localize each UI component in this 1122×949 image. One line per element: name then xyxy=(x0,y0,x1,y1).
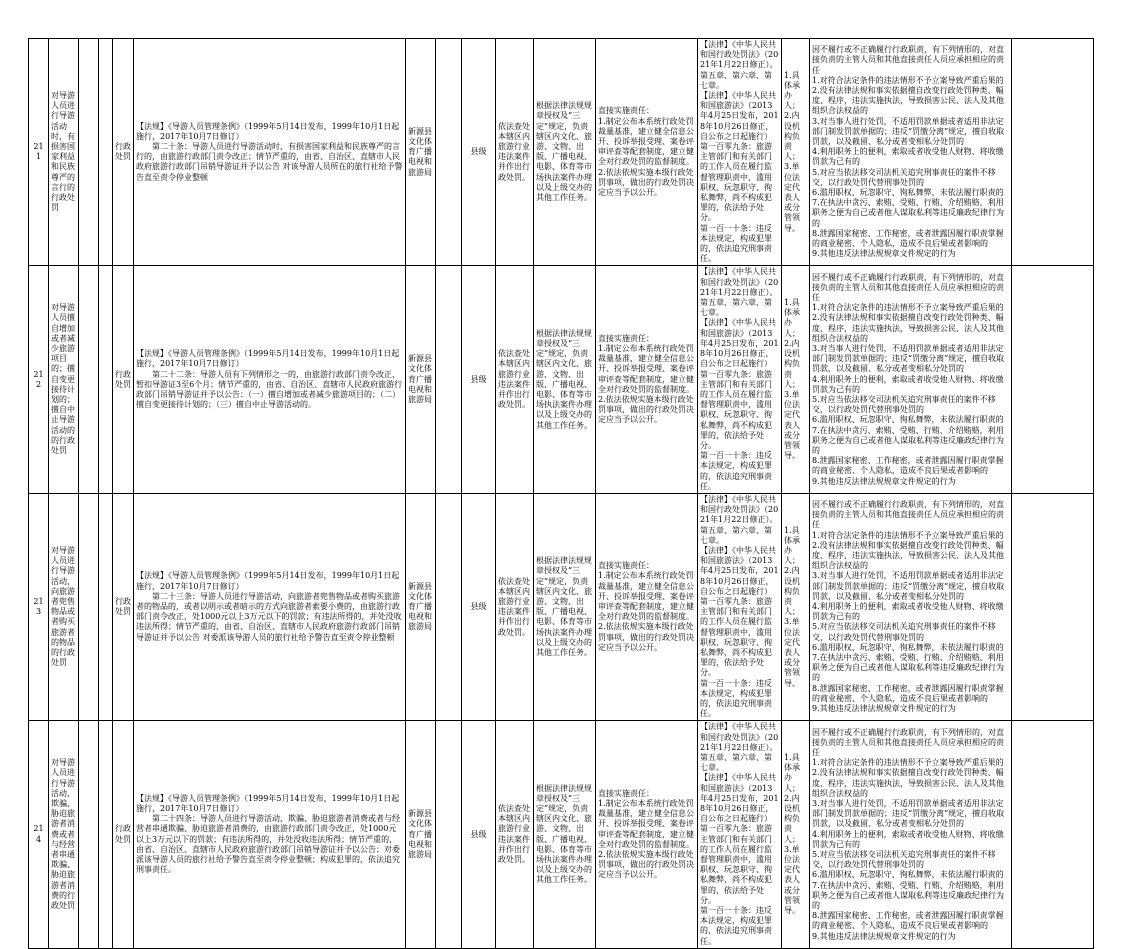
empty-cell xyxy=(99,721,113,948)
table-row xyxy=(29,39,1094,266)
legal-basis-cell xyxy=(134,266,406,493)
legal-basis-cell xyxy=(134,721,406,948)
content-cell: 依法查处本辖区内旅游行业违法案件并作出行政处罚。 xyxy=(496,493,534,720)
legal-basis-cell xyxy=(134,493,406,720)
empty-cell xyxy=(99,266,113,493)
empty-cell xyxy=(79,266,99,493)
standard-cell: 根据法律法规规章授权及“三定”规定，负责辖区内文化、旅游、文物、出版、广播电视、电影、体育等市场执法案件办理以及上级交办的其他工作任务。 xyxy=(534,39,596,266)
legal-basis-body: 第二十二条：导游人员有下列情形之一的，由旅游行政部门责令改正，暂扣导游证3至6个月；情节严重的，由省、自治区、直辖市人民政府旅游行政部门吊销导游证并予以公告：（一）擅自增加或者减少旅游项目的；（二）擅自变更接待计划的；（三）擅自中止导游活动的。 xyxy=(136,369,403,410)
accountability-law-cell: 【法律】《中华人民共和国行政处罚法》（2021年1月22日修正）。 第五章、第六章、第七章。 【法律】《中华人民共和国旅游法》（2013年4月25日发布，2018年10月26日修正，自公布之日起施行） 第一百零九条：旅游主管部门和有关部门的工作人员在履行监督管理职责中，滥用职权、玩忽职守、徇私舞弊，尚不构成犯罪的，依法给予处分。 第一百一十条：违反本法规定，构成犯罪的，依法追究刑事责任。 xyxy=(698,39,782,266)
responsible-subject-cell: 1.具体承办人；2.内设机构负责人；3.单位法定代表人或分管领导。 xyxy=(782,493,810,720)
empty-cell xyxy=(1012,493,1094,720)
responsible-subject-cell: 1.具体承办人；2.内设机构负责人；3.单位法定代表人或分管领导。 xyxy=(782,39,810,266)
empty-cell xyxy=(79,39,99,266)
level-cell: 县级 xyxy=(462,266,496,493)
item-name-cell: 对导游人员进行导游活动时，有损害国家利益和民族尊严的言行的行政处罚 xyxy=(49,39,79,266)
level-cell: 县级 xyxy=(462,39,496,266)
content-cell: 依法查处本辖区内旅游行业违法案件并作出行政处罚。 xyxy=(496,266,534,493)
item-name-cell: 对导游人员擅自增加或者减少旅游项目的；擅自变更接待计划的；擅自中止导游活动的的行政处罚 xyxy=(49,266,79,493)
legal-basis-cell xyxy=(134,39,406,266)
content-cell: 依法查处本辖区内旅游行业违法案件并作出行政处罚。 xyxy=(496,39,534,266)
department-cell: 新源县文化体育广播电视和旅游局 xyxy=(406,266,436,493)
level-cell: 县级 xyxy=(462,493,496,720)
row-number: 214 xyxy=(29,721,49,948)
accountability-law-cell: 【法律】《中华人民共和国行政处罚法》（2021年1月22日修正）。 第五章、第六章、第七章。 【法律】《中华人民共和国旅游法》（2013年4月25日发布，2018年10月26日修正，自公布之日起施行） 第一百零九条：旅游主管部门和有关部门的工作人员在履行监督管理职责中，滥用职权、玩忽职守、徇私舞弊，尚不构成犯罪的，依法给予处分。 第一百一十条：违反本法规定，构成犯罪的，依法追究刑事责任。 xyxy=(698,266,782,493)
empty-cell xyxy=(1012,721,1094,948)
accountability-cases-cell: 因不履行或不正确履行行政职责，有下列情形的，对直接负责的主管人员和其他直接责任人员应承担相应的责任 1.对符合法定条件的违法情形不予立案导致严重后果的 2.没有法律法规和事实依据擅自改变行政处罚种类、幅度、程序，违法实施执法，导致损害公民、法人及其他组织合法权益的 3.对当事人进行处罚，不适用罚款单据或者适用非法定部门制发罚款单据的；违反“罚缴分离”规定，擅自收取罚款，以及截留、私分或者变相私分处罚的 4.利用职务上的便利，索取或者收受他人财物、将收缴罚款为己有的 5.对应当依法移交司法机关追究刑事责任的案件不移交，以行政处罚代替刑事处罚的 6.滥用职权、玩忽职守、徇私舞弊，未依法履行职责的 7.在执法中贪污、索贿、受贿、行贿、介绍贿赂，利用职务之便为自己或者他人谋取私利等违反廉政纪律行为的 8.泄露国家秘密、工作秘密，或者泄露因履行职责掌握的商业秘密、个人隐私，造成不良后果或者影响的 9.其他违反法律法规规章文件规定的行为 xyxy=(810,493,1012,720)
table-row xyxy=(29,266,1094,493)
standard-cell: 根据法律法规规章授权及“三定”规定，负责辖区内文化、旅游、文物、出版、广播电视、电影、体育等市场执法案件办理以及上级交办的其他工作任务。 xyxy=(534,493,596,720)
legal-basis-body: 第二十三条：导游人员进行导游活动，向旅游者兜售物品或者购买旅游者的物品的，或者以明示或者暗示的方式向旅游者索要小费的，由旅游行政部门责令改正，处1000元以上3万元以下的罚款；有违法所得的，并处没收违法所得；情节严重的，由省、自治区、直辖市人民政府旅游行政部门吊销导游证并予以公告 对委派该导游人员的旅行社给予警告直至责令停业整顿 xyxy=(136,591,402,642)
accountability-cases-cell: 因不履行或不正确履行行政职责，有下列情形的，对直接负责的主管人员和其他直接责任人员应承担相应的责任 1.对符合法定条件的违法情形不予立案导致严重后果的 2.没有法律法规和事实依据擅自改变行政处罚种类、幅度、程序，违法实施执法，导致损害公民、法人及其他组织合法权益的 3.对当事人进行处罚，不适用罚款单据或者适用非法定部门制发罚款单据的；违反“罚缴分离”规定，擅自收取罚款，以及截留、私分或者变相私分处罚的 4.利用职务上的便利，索取或者收受他人财物、将收缴罚款为己有的 5.对应当依法移交司法机关追究刑事责任的案件不移交，以行政处罚代替刑事处罚的 6.滥用职权、玩忽职守、徇私舞弊，未依法履行职责的 7.在执法中贪污、索贿、受贿、行贿、介绍贿赂，利用职务之便为自己或者他人谋取私利等违反廉政纪律行为的 8.泄露国家秘密、工作秘密，或者泄露因履行职责掌握的商业秘密、个人隐私，造成不良后果或者影响的 9.其他违反法律法规规章文件规定的行为 xyxy=(810,721,1012,948)
level-cell: 县级 xyxy=(462,721,496,948)
empty-cell xyxy=(436,266,462,493)
item-name-cell: 对导游人员进行导游活动，向旅游者兜售物品或者购买旅游者的物品的行政处罚 xyxy=(49,493,79,720)
responsibility-cell: 直接实施责任： 1.制定公布本系统行政处罚裁量基准，建立健全信息公开、投诉举报受理、案卷评审评查等配套制度，建立健全对行政处罚的监督制度。 2.依法依规实施本级行政处罚事项，做出的行政处罚决定应当予以公开。 xyxy=(596,493,698,720)
accountability-law-cell: 【法律】《中华人民共和国行政处罚法》（2021年1月22日修正）。 第五章、第六章、第七章。 【法律】《中华人民共和国旅游法》（2013年4月25日发布，2018年10月26日修正，自公布之日起施行） 第一百零九条：旅游主管部门和有关部门的工作人员在履行监督管理职责中，滥用职权、玩忽职守、徇私舞弊，尚不构成犯罪的，依法给予处分。 第一百一十条：违反本法规定，构成犯罪的，依法追究刑事责任。 xyxy=(698,493,782,720)
accountability-cases-cell: 因不履行或不正确履行行政职责，有下列情形的，对直接负责的主管人员和其他直接责任人员应承担相应的责任 1.对符合法定条件的违法情形不予立案导致严重后果的 2.没有法律法规和事实依据擅自改变行政处罚种类、幅度、程序，违法实施执法，导致损害公民、法人及其他组织合法权益的 3.对当事人进行处罚，不适用罚款单据或者适用非法定部门制发罚款单据的；违反“罚缴分离”规定，擅自收取罚款，以及截留、私分或者变相私分处罚的 4.利用职务上的便利，索取或者收受他人财物、将收缴罚款为己有的 5.对应当依法移交司法机关追究刑事责任的案件不移交，以行政处罚代替刑事处罚的 6.滥用职权、玩忽职守、徇私舞弊，未依法履行职责的 7.在执法中贪污、索贿、受贿、行贿、介绍贿赂，利用职务之便为自己或者他人谋取私利等违反廉政纪律行为的 8.泄露国家秘密、工作秘密，或者泄露因履行职责掌握的商业秘密、个人隐私，造成不良后果或者影响的 9.其他违反法律法规规章文件规定的行为 xyxy=(810,266,1012,493)
responsible-subject-cell: 1.具体承办人；2.内设机构负责人；3.单位法定代表人或分管领导。 xyxy=(782,721,810,948)
content-cell: 依法查处本辖区内旅游行业违法案件并作出行政处罚。 xyxy=(496,721,534,948)
legal-basis-body: 第二十四条：导游人员进行导游活动，欺骗、胁迫旅游者消费或者与经营者串通欺骗、胁迫旅游者消费的，由旅游行政部门责令改正，处1000元以上3万元以下的罚款；有违法所得的，并处没收违法所得；情节严重的，由省、自治区、直辖市人民政府旅游行政部门吊销导游证并予以公告；对委派该导游人员的旅行社给予警告直至责令停业整顿；构成犯罪的，依法追究刑事责任。 xyxy=(136,814,400,875)
accountability-cases-cell: 因不履行或不正确履行行政职责，有下列情形的，对直接负责的主管人员和其他直接责任人员应承担相应的责任 1.对符合法定条件的违法情形不予立案导致严重后果的 2.没有法律法规和事实依据擅自改变行政处罚种类、幅度、程序，违法实施执法，导致损害公民、法人及其他组织合法权益的 3.对当事人进行处罚，不适用罚款单据或者适用非法定部门制发罚款单据的；违反“罚缴分离”规定，擅自收取罚款，以及截留、私分或者变相私分处罚的 4.利用职务上的便利，索取或者收受他人财物、将收缴罚款为己有的 5.对应当依法移交司法机关追究刑事责任的案件不移交，以行政处罚代替刑事处罚的 6.滥用职权、玩忽职守、徇私舞弊，未依法履行职责的 7.在执法中贪污、索贿、受贿、行贿、介绍贿赂，利用职务之便为自己或者他人谋取私利等违反廉政纪律行为的 8.泄露国家秘密、工作秘密，或者泄露因履行职责掌握的商业秘密、个人隐私，造成不良后果或者影响的 9.其他违反法律法规规章文件规定的行为 xyxy=(810,39,1012,266)
empty-cell xyxy=(1012,266,1094,493)
empty-cell xyxy=(1012,39,1094,266)
standard-cell: 根据法律法规规章授权及“三定”规定，负责辖区内文化、旅游、文物、出版、广播电视、电影、体育等市场执法案件办理以及上级交办的其他工作任务。 xyxy=(534,266,596,493)
item-type-cell: 行政处罚 xyxy=(113,721,134,948)
legal-basis-head: 【法规】《导游人员管理条例》（1999年5月14日发布，1999年10月1日起施行，2017年10月7日修订） xyxy=(136,121,400,141)
row-number: 212 xyxy=(29,266,49,493)
standard-cell: 根据法律法规规章授权及“三定”规定，负责辖区内文化、旅游、文物、出版、广播电视、电影、体育等市场执法案件办理以及上级交办的其他工作任务。 xyxy=(534,721,596,948)
empty-cell xyxy=(436,39,462,266)
accountability-law-cell: 【法律】《中华人民共和国行政处罚法》（2021年1月22日修正）。 第五章、第六章、第七章。 【法律】《中华人民共和国旅游法》（2013年4月25日发布，2018年10月26日修正，自公布之日起施行） 第一百零九条：旅游主管部门和有关部门的工作人员在履行监督管理职责中，滥用职权、玩忽职守、徇私舞弊，尚不构成犯罪的，依法给予处分。 第一百一十条：违反本法规定，构成犯罪的，依法追究刑事责任。 xyxy=(698,721,782,948)
legal-basis-head: 【法规】《导游人员管理条例》（1999年5月14日发布，1999年10月1日起施行，2017年10月7日修订） xyxy=(136,571,400,591)
responsibility-cell: 直接实施责任： 1.制定公布本系统行政处罚裁量基准，建立健全信息公开、投诉举报受理、案卷评审评查等配套制度，建立健全对行政处罚的监督制度。 2.依法依规实施本级行政处罚事项，做出的行政处罚决定应当予以公开。 xyxy=(596,721,698,948)
penalty-list-table xyxy=(28,38,1094,949)
empty-cell xyxy=(99,39,113,266)
legal-basis-head: 【法规】《导游人员管理条例》（1999年5月14日发布，1999年10月1日起施行，2017年10月7日修订） xyxy=(136,793,400,814)
department-cell: 新源县文化体育广播电视和旅游局 xyxy=(406,39,436,266)
table-row xyxy=(29,493,1094,720)
empty-cell xyxy=(436,721,462,948)
item-type-cell: 行政处罚 xyxy=(113,39,134,266)
table-row xyxy=(29,721,1094,948)
empty-cell xyxy=(436,493,462,720)
responsibility-cell: 直接实施责任： 1.制定公布本系统行政处罚裁量基准，建立健全信息公开、投诉举报受理、案卷评审评查等配套制度，建立健全对行政处罚的监督制度。 2.依法依规实施本级行政处罚事项，做出的行政处罚决定应当予以公开。 xyxy=(596,266,698,493)
empty-cell xyxy=(79,721,99,948)
row-number: 211 xyxy=(29,39,49,266)
row-number: 213 xyxy=(29,493,49,720)
item-type-cell: 行政处罚 xyxy=(113,266,134,493)
empty-cell xyxy=(99,493,113,720)
empty-cell xyxy=(79,493,99,720)
legal-basis-body: 第二十条：导游人员进行导游活动时，有损害国家利益和民族尊严的言行的，由旅游行政部门责令改正；情节严重的，由省、自治区、直辖市人民政府旅游行政部门吊销导游证并予以公告 对该导游人员所在的旅行社给予警告直至责令停业整顿 xyxy=(136,142,403,182)
department-cell: 新源县文化体育广播电视和旅游局 xyxy=(406,721,436,948)
legal-basis-head: 【法规】《导游人员管理条例》（1999年5月14日发布，1999年10月1日起施行，2017年10月7日修订） xyxy=(136,349,400,369)
responsibility-cell: 直接实施责任： 1.制定公布本系统行政处罚裁量基准，建立健全信息公开、投诉举报受理、案卷评审评查等配套制度，建立健全对行政处罚的监督制度。 2.依法依规实施本级行政处罚事项，做出的行政处罚决定应当予以公开。 xyxy=(596,39,698,266)
item-type-cell: 行政处罚 xyxy=(113,493,134,720)
department-cell: 新源县文化体育广播电视和旅游局 xyxy=(406,493,436,720)
responsible-subject-cell: 1.具体承办人；2.内设机构负责人；3.单位法定代表人或分管领导。 xyxy=(782,266,810,493)
item-name-cell: 对导游人员进行导游活动，欺骗、胁迫旅游者消费或者与经营者串通欺骗、胁迫旅游者消费的行政处罚 xyxy=(49,721,79,948)
